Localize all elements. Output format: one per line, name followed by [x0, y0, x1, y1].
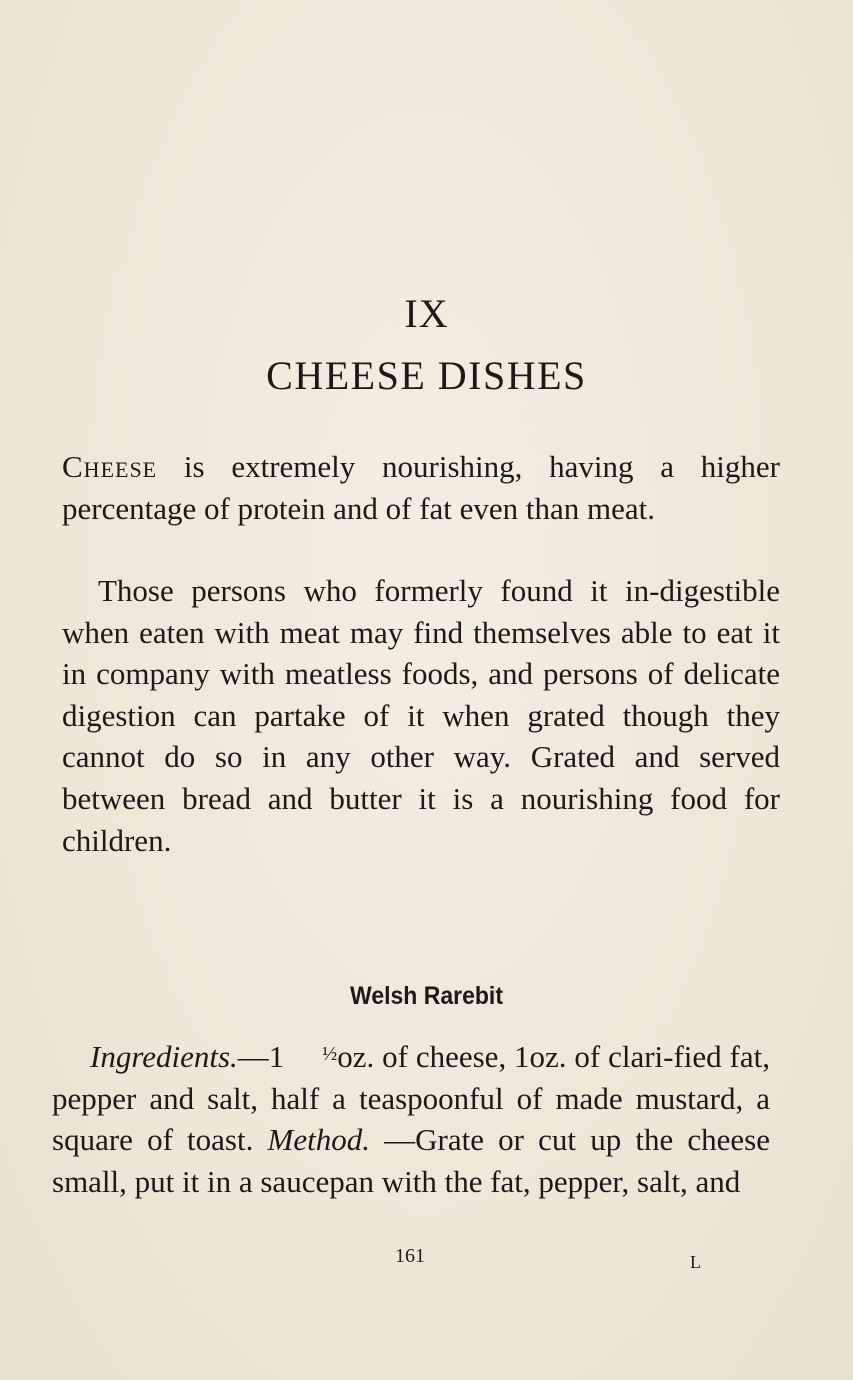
recipe-title: Welsh Rarebit: [350, 982, 503, 1010]
chapter-number: IX: [404, 291, 449, 336]
intro-paragraph-1-text: is extremely nourishing, having a higher percentage of protein and of fat even than meat.: [62, 449, 780, 526]
method-text: —Grate or cut up the cheese small, put it in a saucepan with the fat, pepper, salt, and: [52, 1122, 770, 1199]
intro-lead-word: Cheese: [62, 449, 158, 484]
ingredients-text: oz. of cheese, 1oz. of clari-fied fat, pepper and salt, half a teaspoonful of made mustard, a square of toast.: [52, 1039, 770, 1158]
intro-paragraph-1: [62, 446, 780, 529]
ingredients-fraction: ½: [322, 1043, 338, 1065]
ingredients-label: Ingredients.: [90, 1039, 238, 1074]
intro-paragraph-2: Those persons who formerly found it in-digestible when eaten with meat may find themselves able to eat it in company with meatless foods, and persons of delicate digestion can partake of it when grated though they cannot do so in any other way. Grated and served between bread and butter it is a nourishing food for children.: [62, 573, 780, 858]
chapter-title: CHEESE DISHES: [266, 353, 587, 398]
signature-mark: L: [690, 1252, 701, 1272]
method-label: Method.: [267, 1122, 370, 1158]
ingredients-dash: —1: [237, 1039, 285, 1074]
recipe-paragraph: [52, 1036, 770, 1202]
page-number: 161: [395, 1245, 425, 1267]
